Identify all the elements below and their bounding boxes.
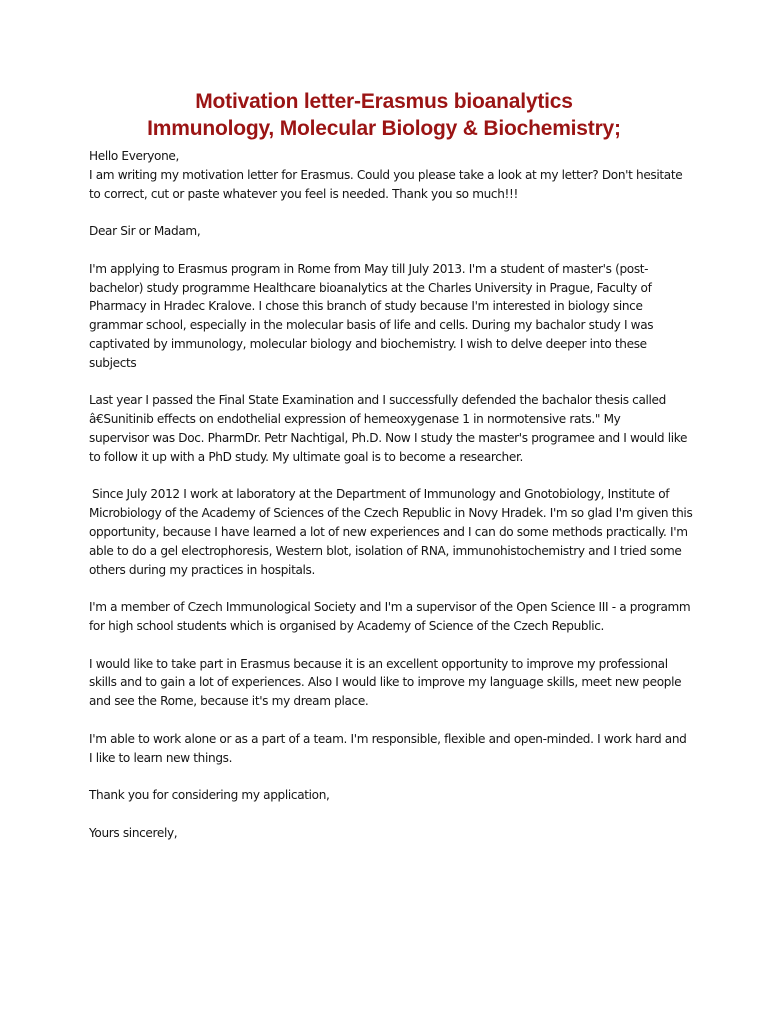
text-line: Pharmacy in Hradec Kralove. I chose this branch of study because I'm interested in biology since xyxy=(89,299,643,314)
text-line: bachelor) study programme Healthcare bioanalytics at the Charles University in Prague, Faculty of xyxy=(89,280,652,295)
text-line: to correct, cut or paste whatever you feel is needed. Thank you so much!!! xyxy=(89,186,519,201)
text-line: Microbiology of the Academy of Sciences of the Czech Republic in Novy Hradek. I'm so glad I'm given this xyxy=(89,506,693,521)
text-line: â€Sunitinib effects on endothelial expression of hemeoxygenase 1 in normotensive rats." My xyxy=(89,412,621,427)
text-line: able to do a gel electrophoresis, Western blot, isolation of RNA, immunohistochemistry and I tried some xyxy=(89,543,682,558)
paragraph-thesis xyxy=(89,391,689,466)
intro-paragraph xyxy=(89,147,689,203)
title-line-1: Motivation letter-Erasmus bioanalytics xyxy=(195,90,573,113)
closing-thanks xyxy=(89,786,689,805)
text-line: supervisor was Doc. PharmDr. Petr Nachtigal, Ph.D. Now I study the master's programee and I would like xyxy=(89,430,688,445)
text-line: Last year I passed the Final State Examination and I successfully defended the bachalor thesis called xyxy=(89,393,666,408)
text-line: and see the Rome, because it's my dream place. xyxy=(89,694,369,709)
text-line: others during my practices in hospitals. xyxy=(89,562,315,577)
text-line: I like to learn new things. xyxy=(89,750,233,765)
text-line: for high school students which is organised by Academy of Science of the Czech Republic. xyxy=(89,618,605,633)
signoff-line: Yours sincerely, xyxy=(89,825,178,840)
closing-signoff xyxy=(89,824,689,843)
paragraph-laboratory xyxy=(89,485,693,579)
paragraph-personality xyxy=(89,730,689,768)
paragraph-application xyxy=(89,260,689,373)
text-line: I'm able to work alone or as a part of a team. I'm responsible, flexible and open-minded. I work hard and xyxy=(89,731,687,746)
text-line: subjects xyxy=(89,355,137,370)
text-line: Since July 2012 I work at laboratory at the Department of Immunology and Gnotobiology, Institute of xyxy=(92,487,670,502)
greeting-line: Hello Everyone, xyxy=(89,149,179,163)
paragraph-motivation xyxy=(89,655,689,711)
text-line: grammar school, especially in the molecular basis of life and cells. During my bachalor study I was xyxy=(89,318,654,333)
paragraph-membership xyxy=(89,598,689,636)
thanks-line: Thank you for considering my application, xyxy=(89,788,330,803)
salutation-paragraph xyxy=(89,222,689,241)
document-title xyxy=(0,88,768,142)
text-line: to follow it up with a PhD study. My ultimate goal is to become a researcher. xyxy=(89,449,523,464)
text-line: captivated by immunology, molecular biology and biochemistry. I wish to delve deeper into these xyxy=(89,336,647,351)
text-line: I'm a member of Czech Immunological Society and I'm a supervisor of the Open Science III - a programm xyxy=(89,600,691,615)
text-line: I am writing my motivation letter for Erasmus. Could you please take a look at my letter? Don't hesitate xyxy=(89,167,683,182)
letter-body xyxy=(89,147,693,861)
text-line: skills and to gain a lot of experiences. Also I would like to improve my language skills, meet new people xyxy=(89,675,682,690)
salutation-line: Dear Sir or Madam, xyxy=(89,224,201,239)
text-line: I'm applying to Erasmus program in Rome from May till July 2013. I'm a student of master's (post- xyxy=(89,261,649,276)
title-line-2: Immunology, Molecular Biology & Biochemistry; xyxy=(147,117,621,140)
text-line: opportunity, because I have learned a lot of new experiences and I can do some methods practically. I'm xyxy=(89,524,688,539)
text-line: I would like to take part in Erasmus because it is an excellent opportunity to improve my professional xyxy=(89,656,668,671)
